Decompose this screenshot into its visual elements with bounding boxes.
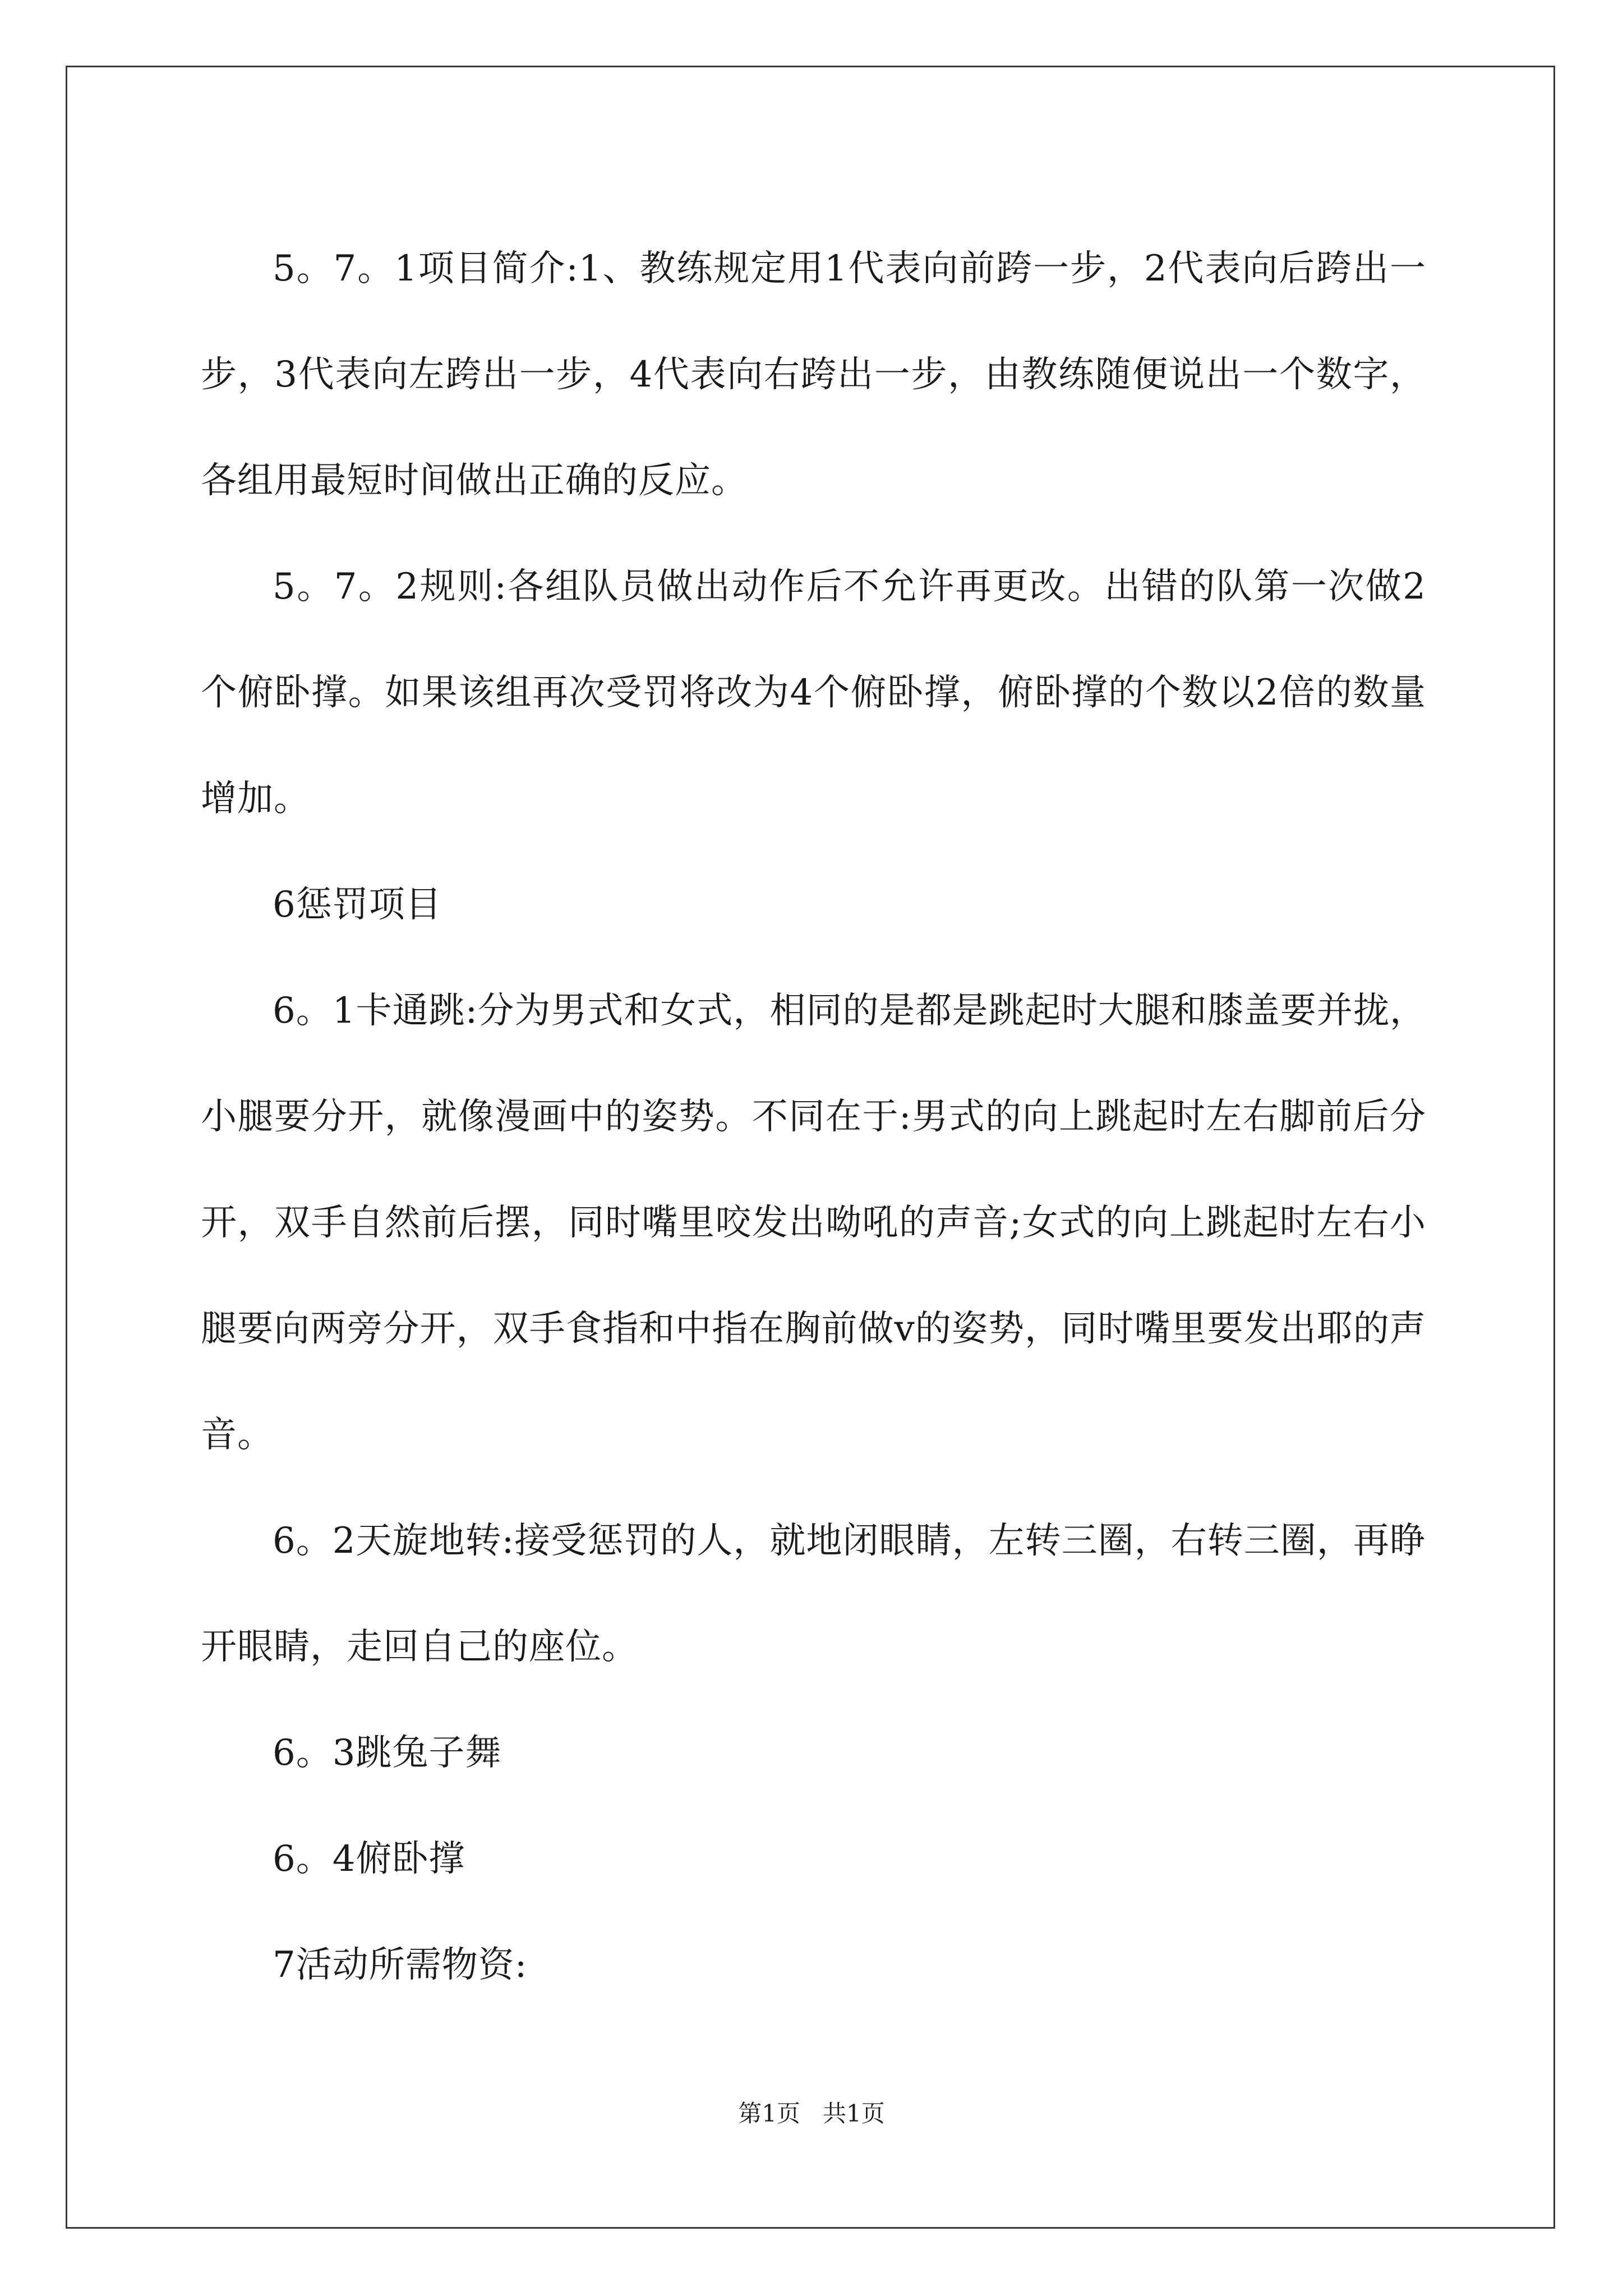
paragraph-6-3: 6。3跳兔子舞 [273, 1732, 502, 1774]
paragraph-6-4: 6。4俯卧撑 [273, 1838, 465, 1880]
paragraph-6-2: 6。2天旋地转:接受惩罚的人，就地闭眼睛，左转三圈，右转三圈，再睁开眼睛，走回自己的座位。 [201, 1520, 1426, 1668]
paragraph-5-7-2: 5。7。2规则:各组队员做出动作后不允许再更改。出错的队第一次做2个俯卧撑。如果该组再次受罚将改为4个俯卧撑，俯卧撑的个数以2倍的数量增加。 [201, 566, 1426, 820]
page-number-total: 共1页 [823, 2100, 885, 2127]
paragraph-6-1: 6。1卡通跳:分为男式和女式，相同的是都是跳起时大腿和膝盖要并拢，小腿要分开，就像漫画中的姿势。不同在于:男式的向上跳起时左右脚前后分开，双手自然前后摆，同时嘴里咬发出呦吼的声音;女式的向上跳起时左右小腿要向两旁分开，双手食指和中指在胸前做v的姿势，同时嘴里要发出耶的声音。 [201, 990, 1426, 1456]
heading-6-penalty-items: 6惩罚项目 [273, 884, 442, 926]
heading-7-materials: 7活动所需物资: [273, 1944, 528, 1986]
page-footer [0, 2097, 1623, 2131]
paragraph-5-7-1: 5。7。1项目简介:1、教练规定用1代表向前跨一步，2代表向后跨出一步，3代表向左跨出一步，4代表向右跨出一步，由教练随便说出一个数字，各组用最短时间做出正确的反应。 [201, 248, 1426, 501]
document-body [201, 216, 1426, 2018]
page-number-current: 第1页 [738, 2100, 800, 2127]
